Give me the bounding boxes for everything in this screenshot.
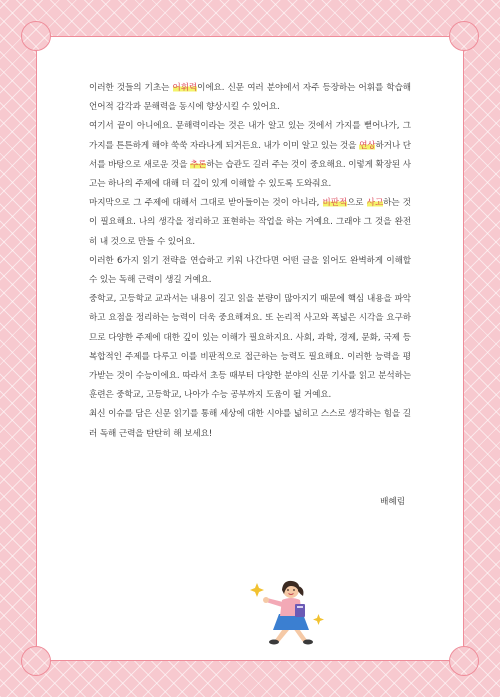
frame-corner [21, 21, 51, 51]
paragraph [89, 117, 411, 194]
page-frame [36, 36, 464, 661]
text-segment: 하는 습관도 길러 주는 것이 중요해요. 이렇게 확장된 사고는 하나의 주제에 대해 더 깊이 있게 이해할 수 있도록 도와줘요. [89, 159, 411, 190]
text-segment: 하는 것이 필요해요. 나의 생각을 정리하고 표현하는 작업을 하는 거예요. 그래야 그 것을 완전히 내 것으로 만들 수 있어요. [89, 198, 411, 247]
text-segment: 이러한 6가지 읽기 전략을 연습하고 키워 나간다면 어떤 글을 읽어도 완벽하게 이해할 수 있는 독해 근력이 생길 거예요. [89, 255, 411, 286]
frame-corner [449, 21, 479, 51]
text-segment: 하거나 단서를 바탕으로 새로운 것을 [89, 140, 411, 170]
running-girl-illustration [237, 574, 337, 654]
author-signature: 배혜림 [380, 497, 405, 507]
highlighted-keyword: 추론 [189, 159, 207, 170]
text-segment: 이에요. 신문 여러 분야에서 자주 등장하는 어휘를 학습해 언어적 감각과 문해력을 동시에 향상시킬 수 있어요. [89, 83, 411, 113]
text-segment: 이러한 것들의 기초는 [89, 83, 173, 93]
paragraph [89, 405, 411, 443]
highlighted-keyword: 사고 [366, 198, 384, 209]
highlighted-keyword: 비판적 [322, 198, 348, 209]
frame-corner [21, 646, 51, 676]
text-segment: 최신 이슈를 담은 신문 읽기를 통해 세상에 대한 시야를 넓히고 스스로 생각하는 힘을 길러 독해 근력을 탄탄히 해 보세요! [89, 409, 411, 439]
paragraph [89, 290, 411, 405]
text-segment: 여기서 끝이 아니에요. 문해력이라는 것은 내가 알고 있는 것에서 가지를 뻗어나가, 그 가지를 튼튼하게 해야 쑥쑥 자라나게 되거든요. 내가 이미 알고 있는 것을 [89, 121, 411, 151]
highlighted-keyword: 어휘력 [172, 83, 198, 93]
paragraph [89, 252, 411, 290]
paragraph [89, 79, 411, 117]
frame-corner [449, 646, 479, 676]
text-segment: 중학교, 고등학교 교과서는 내용이 길고 읽을 분량이 많아지기 때문에 핵심 내용을 파악하고 요점을 정리하는 능력이 더욱 중요해져요. 또 논리적 사고와 폭넓은 시각을 요구하므로 다양한 주제에 대한 깊이 있는 이해가 필요하지요. 사회, 과학, 경제, 문화, 국제 등 복합적인 주제를 다루고 이를 비판적으로 접근하는 능력도 필요해요. 이러한 능력을 평가받는 것이 수능이에요. 따라서 초등 때부터 다양한 분야의 신문 기사를 읽고 분석하는 훈련은 중학교, 고등학교, 나아가 수능 공부까지 도움이 될 거예요. [89, 294, 411, 401]
body-text [89, 79, 411, 444]
text-segment: 으로 [347, 198, 367, 209]
paragraph [89, 194, 411, 252]
text-segment: 마지막으로 그 주제에 대해서 그대로 받아들이는 것이 아니라, [89, 198, 323, 209]
highlighted-keyword: 연상 [359, 140, 376, 151]
